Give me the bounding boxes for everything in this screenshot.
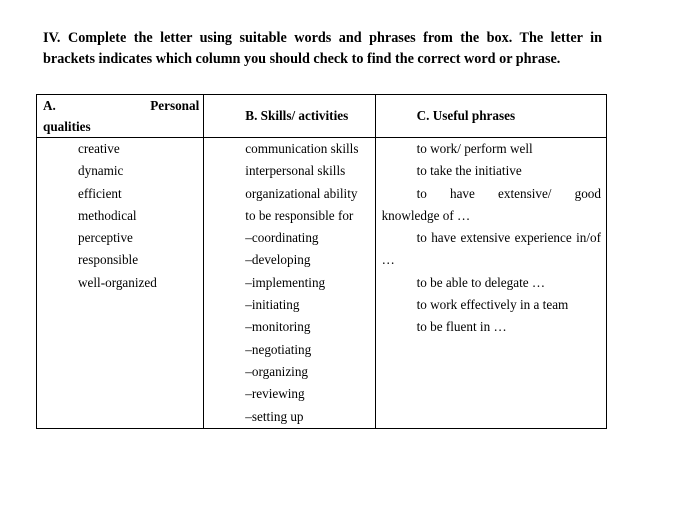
list-item: –setting up: [245, 408, 304, 424]
header-personal-qualities-line1: A. Personal: [43, 98, 200, 113]
list-item: well-organized: [78, 274, 157, 290]
list-item: dynamic: [78, 163, 124, 179]
list-item: –negotiating: [245, 341, 312, 357]
list-item: to work effectively in a team: [416, 297, 569, 313]
list-item: –implementing: [245, 274, 326, 290]
list-item: –reviewing: [245, 386, 305, 402]
header-useful-phrases: C. Useful phrases: [375, 95, 606, 138]
list-item: perceptive: [78, 230, 133, 246]
list-item: efficient: [78, 185, 122, 201]
header-row: [37, 95, 607, 138]
list-item: to be able to delegate …: [416, 274, 546, 290]
skills-activities-cell: [204, 138, 375, 429]
list-item: creative: [78, 141, 120, 156]
list-item: responsible: [78, 252, 139, 268]
list-item: communication skills: [245, 141, 359, 156]
word-box-table: [36, 94, 607, 429]
exercise-instructions: IV. Complete the letter using suitable words and phrases from the box. The letter in brackets indicates which column you should check to find the correct word or phrase.: [43, 30, 602, 67]
header-personal-qualities-line2: qualities: [43, 119, 91, 134]
personal-qualities-list: [78, 138, 203, 294]
list-item: to have extensive/ good knowledge of …: [381, 185, 601, 223]
useful-phrases-cell: [375, 138, 606, 429]
list-item: –organizing: [245, 363, 309, 379]
header-skills-activities: B. Skills/ activities: [204, 95, 375, 138]
list-item: –monitoring: [245, 319, 311, 335]
list-item: –coordinating: [245, 230, 319, 246]
list-item: –initiating: [245, 297, 300, 313]
useful-phrases-list: [382, 138, 601, 339]
list-item: interpersonal skills: [245, 163, 346, 179]
list-item: to be fluent in …: [416, 319, 507, 335]
list-item: to take the initiative: [416, 163, 522, 179]
list-item: methodical: [78, 207, 137, 223]
list-item: to have extensive experience in/of …: [381, 230, 601, 268]
list-item: –developing: [245, 252, 311, 268]
personal-qualities-cell: [37, 138, 204, 429]
header-personal-qualities: [37, 95, 204, 138]
list-item: organizational ability: [245, 185, 358, 201]
skills-activities-list: [245, 138, 374, 428]
content-row: [37, 138, 607, 429]
list-item: to work/ perform well: [416, 141, 533, 156]
list-item: to be responsible for: [245, 207, 354, 223]
